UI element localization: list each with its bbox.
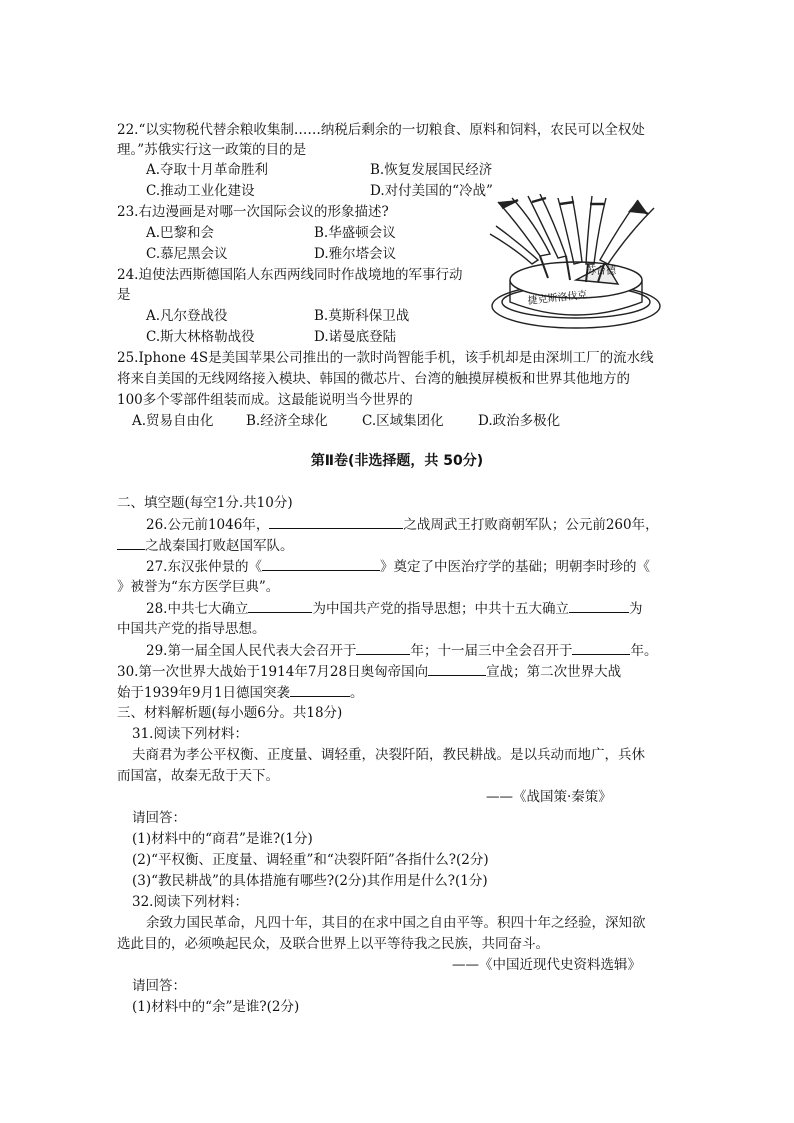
q32-intro: 32.阅读下列材料： bbox=[132, 894, 248, 910]
q31-source: ——《战国策·秦策》 bbox=[486, 789, 612, 805]
q28-blank-2[interactable] bbox=[569, 598, 629, 613]
q23-stem: 23.右边漫画是对哪一次国际会议的形象描述? bbox=[117, 204, 389, 220]
q22-stem-line2: 理。”苏俄实行这一政策的目的是 bbox=[117, 142, 307, 158]
q25-stem-line1: 25.Iphone 4S是美国苹果公司推出的一款时尚智能手机，该手机却是由深圳工厂的流水线 bbox=[117, 350, 654, 366]
q29-blank-2[interactable] bbox=[572, 640, 630, 655]
q29-text-c: 年。 bbox=[630, 643, 658, 659]
q24-stem-line1: 24.迫使法西斯德国陷人东西两线同时作战境地的军事行动 bbox=[117, 267, 463, 283]
cartoon-label-sudetenland: 苏台德 bbox=[586, 266, 616, 277]
q26-blank-2[interactable] bbox=[117, 535, 145, 550]
q32-source: ——《中国近现代史资料选辑》 bbox=[452, 957, 641, 973]
q27-blank-1[interactable] bbox=[262, 556, 380, 571]
q29-text-b: 年；十一届三中全会召开于 bbox=[410, 643, 573, 659]
q28-text-b: 为中国共产党的指导思想；中共十五大确立 bbox=[312, 601, 569, 617]
q22-option-a: A.夺取十月革命胜利 bbox=[146, 162, 269, 178]
q31-intro: 31.阅读下列材料： bbox=[132, 726, 248, 742]
q22-option-c: C.推动工业化建设 bbox=[146, 183, 255, 199]
cartoon-label-czechoslovakia: 捷克斯洛伐克 bbox=[527, 289, 588, 307]
material-section-heading: 三、材料解析题(每小题6分。共18分) bbox=[117, 705, 343, 721]
q27-text-a: 27.东汉张仲景的《 bbox=[146, 559, 262, 575]
q23-option-c: C.慕尼黑会议 bbox=[146, 246, 228, 262]
q23-option-b: B.华盛顿会议 bbox=[314, 225, 396, 241]
q24-option-d: D.诺曼底登陆 bbox=[314, 329, 397, 345]
q30-blank-2[interactable] bbox=[290, 682, 350, 697]
q30-text-b: 宣战；第二次世界大战 bbox=[486, 664, 622, 680]
q31-ask: 请回答： bbox=[132, 810, 186, 826]
fill-section-heading: 二、填空题(每空1分.共10分) bbox=[117, 495, 293, 511]
q30-blank-1[interactable] bbox=[428, 661, 486, 676]
q26-text-b: 之战周武王打败商朝军队；公元前260年， bbox=[403, 517, 659, 533]
q25-stem-line2: 将来自美国的无线网络接入模块、韩国的微芯片、台湾的触摸屏模板和世界其他地方的 bbox=[117, 371, 630, 387]
q29-text-a: 29.第一届全国人民代表大会召开于 bbox=[146, 643, 357, 659]
q22-stem-line1: 22.“以实物税代替余粮收集制……纳税后剩余的一切粮食、原料和饲料，农民可以全权处 bbox=[117, 122, 645, 138]
q23-option-d: D.雅尔塔会议 bbox=[314, 246, 397, 262]
q32-material-line1: 余致力国民革命，凡四十年，其目的在求中国之自由平等。积四十年之经验，深知欲 bbox=[146, 915, 646, 931]
q28-blank-1[interactable] bbox=[248, 598, 312, 613]
q26-text-c: 之战秦国打败赵国军队。 bbox=[145, 538, 294, 554]
munich-cartoon-illustration bbox=[488, 194, 664, 334]
q25-option-d: D.政治多极化 bbox=[478, 413, 561, 429]
q24-option-b: B.莫斯科保卫战 bbox=[314, 308, 410, 324]
q31-question-3: (3)“教民耕战”的具体措施有哪些?(2分)其作用是什么?(1分) bbox=[132, 873, 488, 889]
q24-stem-line2: 是 bbox=[117, 287, 131, 303]
q30-line1 bbox=[117, 661, 621, 682]
q25-option-a: A.贸易自由化 bbox=[132, 413, 214, 429]
q30-text-c: 始于1939年9月1日德国突袭 bbox=[117, 685, 291, 701]
q24-option-c: C.斯大林格勒战役 bbox=[146, 329, 255, 345]
q31-material-line1: 夫商君为孝公平权衡、正度量、调轻重，决裂阡陌，教民耕战。是以兵动而地广，兵休 bbox=[132, 747, 645, 763]
q29-line bbox=[146, 640, 657, 661]
q26-line2 bbox=[117, 535, 294, 556]
q26-line1 bbox=[146, 514, 659, 535]
q28-line1 bbox=[146, 598, 642, 619]
q22-option-b: B.恢复发展国民经济 bbox=[370, 162, 493, 178]
q27-text-c: 》被誉为“东方医学巨典”。 bbox=[117, 579, 280, 595]
q32-question-1: (1)材料中的“余”是谁?(2分) bbox=[132, 999, 300, 1015]
q26-blank-1[interactable] bbox=[269, 514, 403, 529]
q27-line2 bbox=[117, 577, 279, 597]
q32-ask: 请回答： bbox=[132, 978, 186, 994]
q23-option-a: A.巴黎和会 bbox=[146, 225, 215, 241]
q29-blank-1[interactable] bbox=[356, 640, 410, 655]
q32-material-line2: 选此目的，必须唤起民众，及联合世界上以平等待我之民族，共同奋斗。 bbox=[117, 936, 549, 952]
q25-stem-line3: 100多个零部件组装而成。这最能说明当今世界的 bbox=[117, 392, 413, 408]
q27-line1 bbox=[146, 556, 650, 577]
q25-option-b: B.经济全球化 bbox=[246, 413, 328, 429]
q22-option-d: D.对付美国的“冷战” bbox=[370, 183, 493, 199]
q25-option-c: C.区域集团化 bbox=[362, 413, 444, 429]
q30-text-a: 30.第一次世界大战始于1914年7月28日奥匈帝国向 bbox=[117, 664, 429, 680]
q24-option-a: A.凡尔登战役 bbox=[146, 308, 228, 324]
q27-text-b: 》奠定了中医治疗学的基础；明朝李时珍的《 bbox=[379, 559, 650, 575]
q30-line2 bbox=[117, 682, 364, 703]
q28-text-c: 为 bbox=[628, 601, 643, 617]
part2-title: 第Ⅱ卷(非选择题，共 50分) bbox=[310, 453, 484, 469]
q31-question-1: (1)材料中的“商君”是谁?(1分) bbox=[132, 831, 313, 847]
q31-material-line2: 而国富，故秦无敌于天下。 bbox=[117, 768, 279, 784]
q28-text-a: 28.中共七大确立 bbox=[146, 601, 249, 617]
q30-text-d: 。 bbox=[350, 685, 364, 701]
q28-text-d: 中国共产党的指导思想。 bbox=[117, 621, 266, 637]
q31-question-2: (2)“平权衡、正度量、调轻重”和“决裂阡陌”各指什么?(2分) bbox=[132, 852, 489, 868]
q26-text-a: 26.公元前1046年， bbox=[146, 517, 270, 533]
